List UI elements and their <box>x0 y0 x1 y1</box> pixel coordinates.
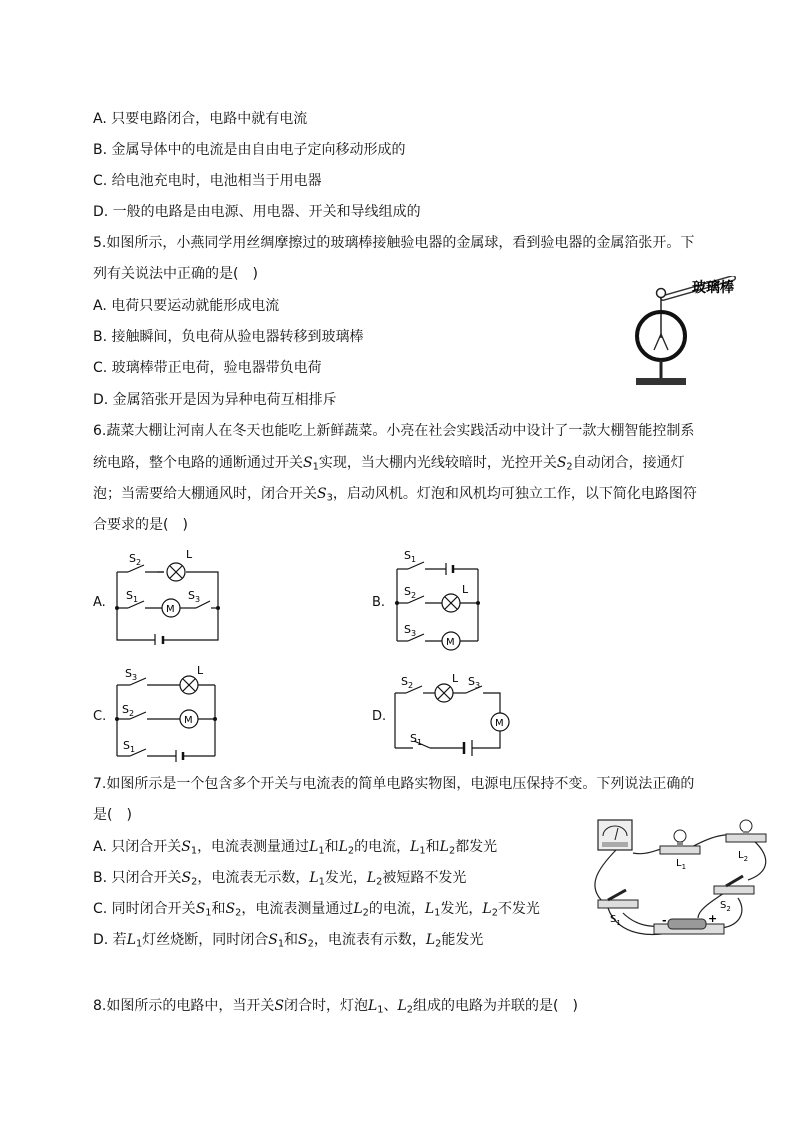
s3-label: $S_3$ <box>188 589 201 604</box>
q4-option-c: C. 给电池充电时，电池相当于用电器 <box>93 173 322 189</box>
q5-option-c: C. 玻璃棒带正电荷，验电器带负电荷 <box>93 360 322 376</box>
q5-option-d: D. 金属箔张开是因为异种电荷互相排斥 <box>93 392 337 408</box>
q6-stem-line4: 合要求的是( ) <box>93 517 188 533</box>
s3-label: $S_3$ <box>404 623 417 638</box>
q4-option-d: D. 一般的电路是由电源、用电器、开关和导线组成的 <box>93 204 421 220</box>
q4-option-a: A. 只要电路闭合，电路中就有电流 <box>93 111 308 127</box>
s2-label: $S_2$ <box>404 585 417 600</box>
s1-label: $S_1$ <box>126 589 139 604</box>
s2-label: $S_2$ <box>129 552 142 567</box>
fig-l1-label: $L_1$ <box>676 858 687 871</box>
s3-label: $S_3$ <box>468 675 481 690</box>
q6-circuit-a <box>110 550 225 645</box>
q6-circuit-b <box>390 545 490 655</box>
fig-l2-label: $L_2$ <box>738 850 749 863</box>
fig-s2-label: $S_2$ <box>720 900 731 913</box>
s1-label: $S_1$ <box>404 549 417 564</box>
fig-s1-label: $S_1$ <box>610 914 621 927</box>
q7-option-c: C. 同时闭合开关$S_1$和$S_2$，电流表测量通过$L_2$的电流，$L_1$发光，$L_2$不发光 <box>93 901 540 919</box>
q4-option-b: B. 金属导体中的电流是由自由电子定向移动形成的 <box>93 142 406 158</box>
q7-option-b: B. 只闭合开关$S_2$，电流表无示数，$L_1$发光，$L_2$被短路不发光 <box>93 870 467 888</box>
q7-option-a: A. 只闭合开关$S_1$，电流表测量通过$L_1$和$L_2$的电流，$L_1$和$L_2$都发光 <box>93 839 498 857</box>
motor-label: M <box>495 718 504 729</box>
q7-stem-line2: 是( ) <box>93 807 132 823</box>
q5-option-b: B. 接触瞬间，负电荷从验电器转移到玻璃棒 <box>93 329 364 345</box>
s2-label: $S_2$ <box>401 675 414 690</box>
q7-physical-circuit-figure <box>578 818 778 943</box>
q5-option-a: A. 电荷只要运动就能形成电流 <box>93 298 280 314</box>
q7-stem-line1: 7.如图所示是一个包含多个开关与电流表的简单电路实物图，电源电压保持不变。下列说法正确的 <box>93 776 695 792</box>
q6-option-a-label: A. <box>93 595 106 610</box>
motor-label: M <box>166 604 175 615</box>
glass-rod-label: 玻璃棒 <box>692 280 734 296</box>
s2-label: $S_2$ <box>122 703 135 718</box>
q6-circuit-c <box>110 660 225 765</box>
s1-label: $S_1$ <box>123 739 136 754</box>
q7-option-d: D. 若$L_1$灯丝烧断，同时闭合$S_1$和$S_2$，电流表有示数，$L_2$能发光 <box>93 932 484 950</box>
lamp-label: L <box>197 664 204 677</box>
s1-label: $S_1$ <box>410 732 423 747</box>
q6-option-b-label: B. <box>372 595 386 610</box>
fig-plus-label: + <box>708 912 718 925</box>
fig-minus-label: - <box>662 914 667 927</box>
lamp-label: L <box>462 583 469 596</box>
s3-label: $S_3$ <box>125 667 138 682</box>
electroscope-figure <box>628 276 748 396</box>
q6-option-d-label: D. <box>372 709 387 724</box>
q8-stem: 8.如图所示的电路中，当开关S闭合时，灯泡$L_1$、$L_2$组成的电路为并联的是( ) <box>93 998 578 1016</box>
q6-option-c-label: C. <box>93 709 107 724</box>
q6-circuit-d <box>390 668 515 758</box>
motor-label: M <box>184 715 193 726</box>
lamp-label: L <box>186 550 193 561</box>
q6-stem-line1: 6.蔬菜大棚让河南人在冬天也能吃上新鲜蔬菜。小亮在社会实践活动中设计了一款大棚智能控制系 <box>93 423 695 439</box>
q5-stem-line1: 5.如图所示，小燕同学用丝绸摩擦过的玻璃棒接触验电器的金属球，看到验电器的金属箔张开。下 <box>93 235 695 251</box>
q6-stem-line2: 统电路，整个电路的通断通过开关$S_1$实现，当大棚内光线较暗时，光控开关$S_2$自动闭合，接通灯 <box>93 455 685 473</box>
motor-label: M <box>446 637 455 648</box>
lamp-label: L <box>452 672 459 685</box>
q6-stem-line3: 泡；当需要给大棚通风时，闭合开关$S_3$，启动风机。灯泡和风机均可独立工作，以下简化电路图符 <box>93 486 697 504</box>
q5-stem-line2: 列有关说法中正确的是( ) <box>93 266 258 282</box>
